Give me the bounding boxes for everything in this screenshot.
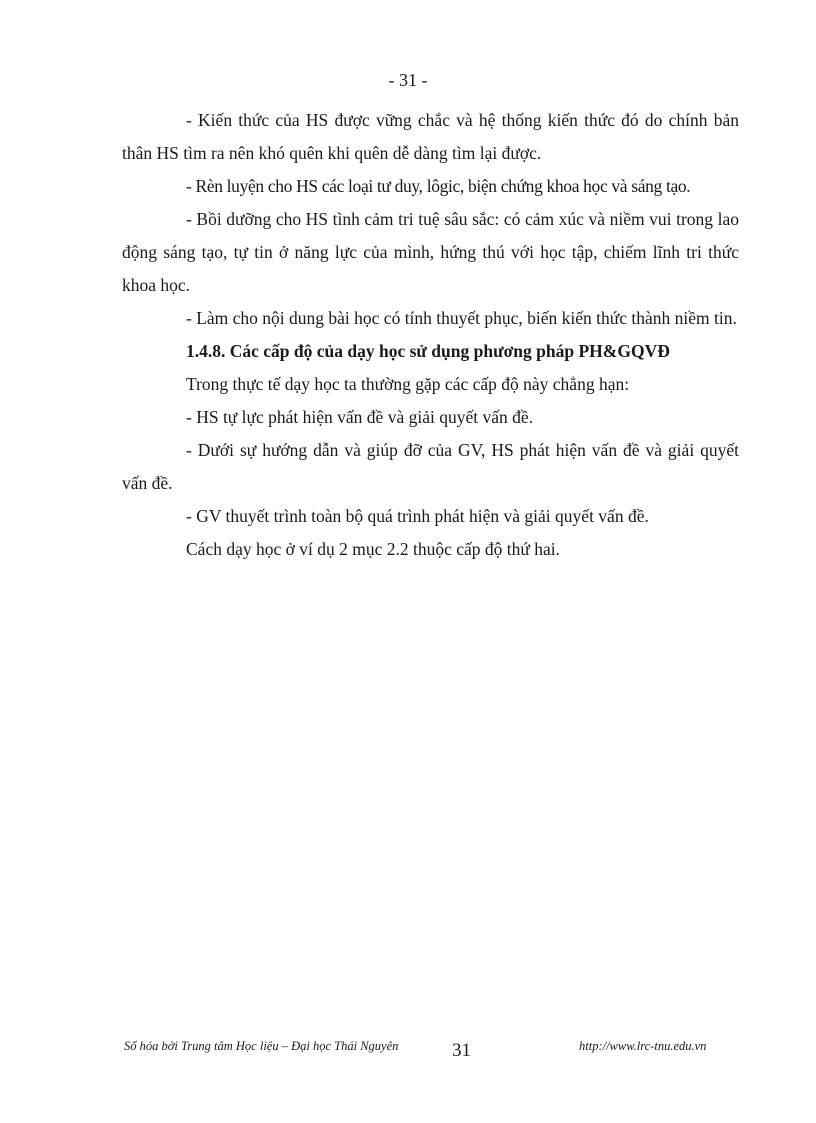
page-number-header: - 31 -	[388, 70, 428, 90]
paragraph-levels-intro: Trong thực tế dạy học ta thường gặp các cấp độ này chẳng hạn:	[186, 374, 630, 394]
paragraph-thinking: - Rèn luyện cho HS các loại tư duy, lôgic, biện chứng khoa học và sáng tạo.	[186, 176, 691, 196]
page-footer	[0, 1036, 816, 1066]
paragraph-level-three: - GV thuyết trình toàn bộ quá trình phát hiện và giải quyết vấn đề.	[186, 506, 649, 526]
paragraph-level-two: - Dưới sự hướng dẫn và giúp đỡ của GV, HS phát hiện vấn đề và giải quyết vấn đề.	[122, 440, 739, 493]
paragraph-emotion: - Bồi dưỡng cho HS tình cảm tri tuệ sâu sắc: có cảm xúc và niềm vui trong lao động sáng tạo, tự tin ở năng lực của mình, hứng thú với học tập, chiếm lĩnh tri thức khoa học.	[122, 209, 739, 295]
paragraph-persuasion: - Làm cho nội dung bài học có tính thuyết phục, biến kiến thức thành niềm tin.	[186, 308, 737, 328]
paragraph-level-one: - HS tự lực phát hiện vấn đề và giải quyết vấn đề.	[186, 407, 534, 427]
paragraph-knowledge: - Kiến thức của HS được vững chắc và hệ thống kiến thức đó do chính bản thân HS tìm ra nên khó quên khi quên dễ dàng tìm lại được.	[122, 110, 739, 163]
footer-page-number: 31	[452, 1040, 471, 1061]
paragraph-example-note: Cách dạy học ở ví dụ 2 mục 2.2 thuộc cấp độ thứ hai.	[186, 539, 561, 559]
footer-digitized-by: Số hóa bởi Trung tâm Học liệu – Đại học Thái Nguyên	[124, 1039, 399, 1053]
document-body	[122, 104, 739, 566]
footer-website-link[interactable]: http://www.lrc-tnu.edu.vn	[579, 1039, 707, 1053]
section-heading: 1.4.8. Các cấp độ của dạy học sử dụng phương pháp PH&GQVĐ	[186, 341, 670, 361]
